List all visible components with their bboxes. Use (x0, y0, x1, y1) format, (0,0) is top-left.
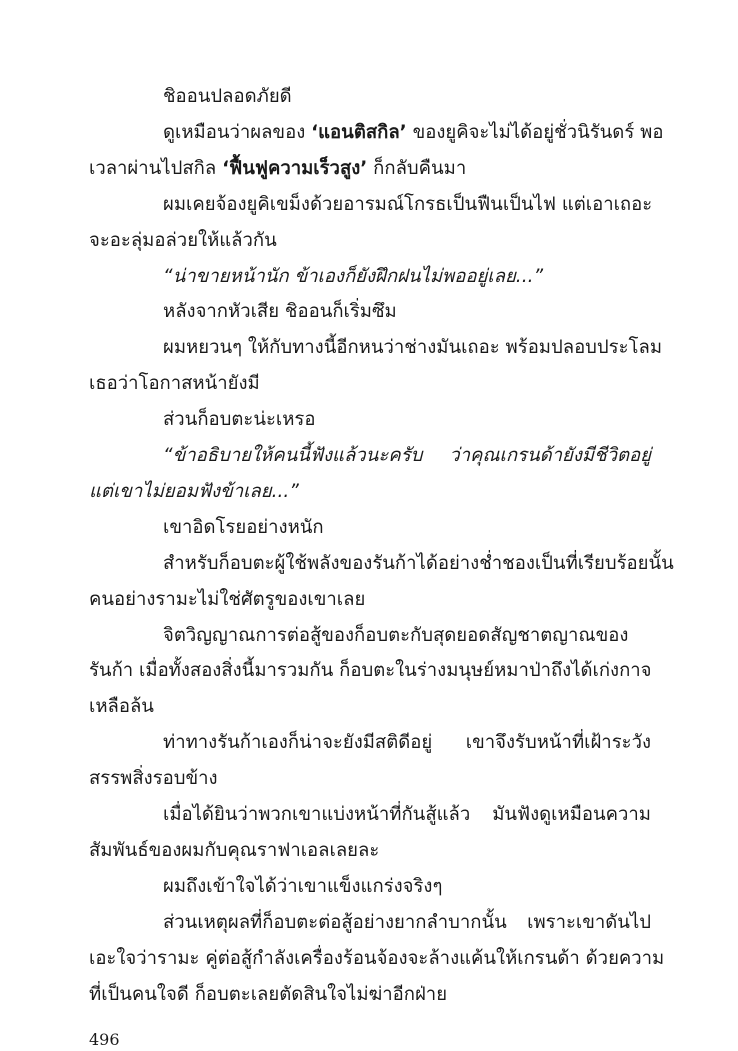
paragraph-line: เหลือล้น (89, 696, 154, 718)
paragraph-line: ส่วนก็อบตะน่ะเหรอ (163, 409, 316, 431)
dialogue-line: “ข้าอธิบายให้คนนี้ฟังแล้วนะครับ ว่าคุณเกรนด้ายังมีชีวิตอยู่ (163, 445, 651, 466)
page-number: 496 (89, 1030, 120, 1050)
paragraph-line (163, 121, 664, 145)
paragraph-line: ผมถึงเข้าใจได้ว่าเขาแข็งแกร่งจริงๆ (163, 875, 443, 897)
paragraph-line: ส่วนเหตุผลที่ก็อบตะต่อสู้อย่างยากลำบากนั้น เพราะเขาดันไป (163, 911, 651, 933)
paragraph-line: ชิออนปลอดภัยดี (163, 86, 292, 107)
paragraph-line: เอะใจว่ารามะ คู่ต่อสู้กำลังเครื่องร้อนจ้องจะล้างแค้นให้เกรนด้า ด้วยความ (89, 947, 665, 969)
paragraph-line: หลังจากหัวเสีย ชิออนก็เริ่มซึม (163, 301, 397, 323)
paragraph-line: คนอย่างรามะไม่ใช่ศัตรูของเขาเลย (89, 588, 366, 610)
dialogue-line: “น่าขายหน้านัก ข้าเองก็ยังฝึกฝนไม่พออยู่เลย...” (163, 265, 544, 287)
paragraph-line: สัมพันธ์ของผมกับคุณราฟาเอลเลยละ (89, 839, 380, 861)
paragraph-line: ท่าทางรันก้าเองก็น่าจะยังมีสติดีอยู่ เขาจึงรับหน้าที่เฝ้าระวัง (163, 732, 651, 754)
paragraph-line: รันก้า เมื่อทั้งสองสิ่งนี้มารวมกัน ก็อบตะในร่างมนุษย์หมาป่าถึงได้เก่งกาจ (89, 660, 652, 682)
paragraph-line: เธอว่าโอกาสหน้ายังมี (89, 373, 260, 395)
paragraph-line: เมื่อได้ยินว่าพวกเขาแบ่งหน้าที่กันสู้แล้ว มันฟังดูเหมือนความ (163, 804, 651, 825)
paragraph-line: สำหรับก็อบตะผู้ใช้พลังของรันก้าได้อย่างช่ำชองเป็นที่เรียบร้อยนั้น (163, 552, 674, 574)
paragraph-line: ผมเคยจ้องยูคิเขม็งด้วยอารมณ์โกรธเป็นฟืนเป็นไฟ แต่เอาเถอะ (163, 193, 653, 215)
paragraph-line: เขาอิดโรยอย่างหนัก (163, 516, 324, 538)
skill-name: ‘แอนติสกิล’ (311, 121, 407, 143)
paragraph-line: จะอะลุ่มอล่วยให้แล้วกัน (89, 229, 277, 251)
paragraph-line: สรรพสิ่งรอบข้าง (89, 768, 218, 790)
text-run: ดูเหมือนว่าผลของ (163, 121, 312, 143)
text-run: ของยูคิจะไม่ได้อยู่ชั่วนิรันดร์ พอ (406, 121, 664, 143)
dialogue-line: แต่เขาไม่ยอมฟังข้าเลย...” (89, 480, 299, 502)
skill-name: ‘ฟื้นฟูความเร็วสูง’ (222, 157, 368, 179)
paragraph-line: ผมหยวนๆ ให้กับทางนี้อีกหนว่าช่างมันเถอะ พร้อมปลอบประโลม (163, 337, 663, 359)
text-run: เวลาผ่านไปสกิล (89, 157, 223, 179)
paragraph-line: จิตวิญญาณการต่อสู้ของก็อบตะกับสุดยอดสัญชาตญาณของ (163, 624, 629, 646)
text-run: ก็กลับคืนมา (367, 157, 467, 179)
paragraph-line (89, 157, 651, 181)
paragraph-line: ที่เป็นคนใจดี ก็อบตะเลยตัดสินใจไม่ฆ่าอีกฝ่าย (89, 983, 448, 1005)
